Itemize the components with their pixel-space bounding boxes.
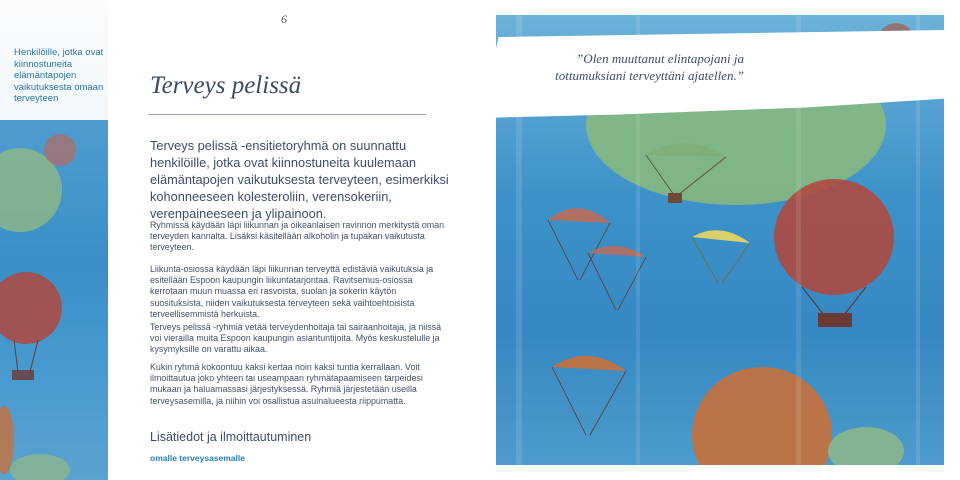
small-red-balloon-shape [44,134,76,166]
parachute-line-shape [588,253,616,310]
balloon-rope-shape [14,340,18,372]
left-watercolor-art [0,0,108,480]
red-parachute-canopy-shape [548,208,610,223]
parachute-line-shape [722,243,750,283]
red-balloon-shape [0,272,62,344]
health-station-link[interactable]: omalle terveysasemalle [150,453,245,463]
body-paragraph-4: Kukin ryhmä kokoontuu kaksi kertaa noin kaksi tuntia kerrallaan. Voit ilmoittautua joko yhteen tai useampaan ryhmätapaamiseen tarpeidesi mukaan ja haluamassasi järjestyksessä. Ryhmiä järjestetään useilla terveysasemilla, ja niihin voi osallistua asuinalueesta riippumatta. [150,362,423,406]
yellow-parachute-canopy-shape [692,230,750,243]
body-paragraph-2: Liikunta-osiossa käydään läpi liikunnan terveyttä edistäviä vaikutuksia ja esitellään Espoon kaupungin liikuntatarjontaa. Ravitsemus-osiossa kerrotaan muun muassa eri rasvoista, suolan ja sokerin käytön suosituksista, niiden vaikutuksesta terveyteen sekä vaihtoehtoisista terveellisemmistä herkuista. [150,264,434,319]
large-orange-balloon-shape [692,367,832,465]
parachute-line-shape [552,367,586,435]
balloon-rope-shape [30,340,38,372]
green-balloon-bottom-shape [828,427,904,465]
lead-paragraph: Terveys pelissä -ensitietoryhmä on suunnattu henkilöille, jotka ovat kiinnostuneita kuulemaan elämäntapojen vaikutuksesta terveyteen, esimerkiksi kohonneeseen kolesteroliin, verensokeriin, verenpaineeseen ja ylipainoon. [150,138,449,221]
body-paragraph-3: Terveys pelissä -ryhmiä vetää terveydenhoitaja tai sairaanhoitaja, ja niissä voi vierailla muita Espoon kaupungin asiantuntijoita. Myös keskustelulle ja kysymyksille on varattu aikaa. [150,322,442,355]
quote-text: ”Olen muuttanut elintapojani ja tottumuksiani terveyttäni ajatellen.” [555,51,744,83]
body-paragraph-1: Ryhmissä käydään läpi liikunnan ja oikeanlaisen ravinnon merkitystä oman terveyden kannalta. Lisäksi käsitellään alkoholin ja tupakan vaikutusta terveyteen. [150,220,445,253]
parachute-line-shape [590,371,626,435]
info-heading: Lisätiedot ja ilmoittautuminen [150,430,312,444]
sidebar-tagline: Henkilöille, jotka ovat kiinnostuneita elämäntapojen vaikutuksesta omaan terveyteen [14,47,104,104]
parachute-line-shape [548,220,578,280]
title-divider [148,114,426,115]
page-title: Terveys pelissä [150,72,302,99]
balloon-basket-shape [818,313,852,327]
orange-parachute-canopy-shape [552,356,626,371]
balloon-basket-shape [12,370,34,380]
green-balloon-bottom-shape [10,454,70,480]
page-number: 6 [281,12,287,26]
orange-balloon-edge-shape [0,406,14,474]
parachute-line-shape [692,237,718,283]
large-red-balloon-shape [774,179,894,295]
parachute-jumper-shape [668,193,682,203]
parachute-line-shape [618,257,646,310]
